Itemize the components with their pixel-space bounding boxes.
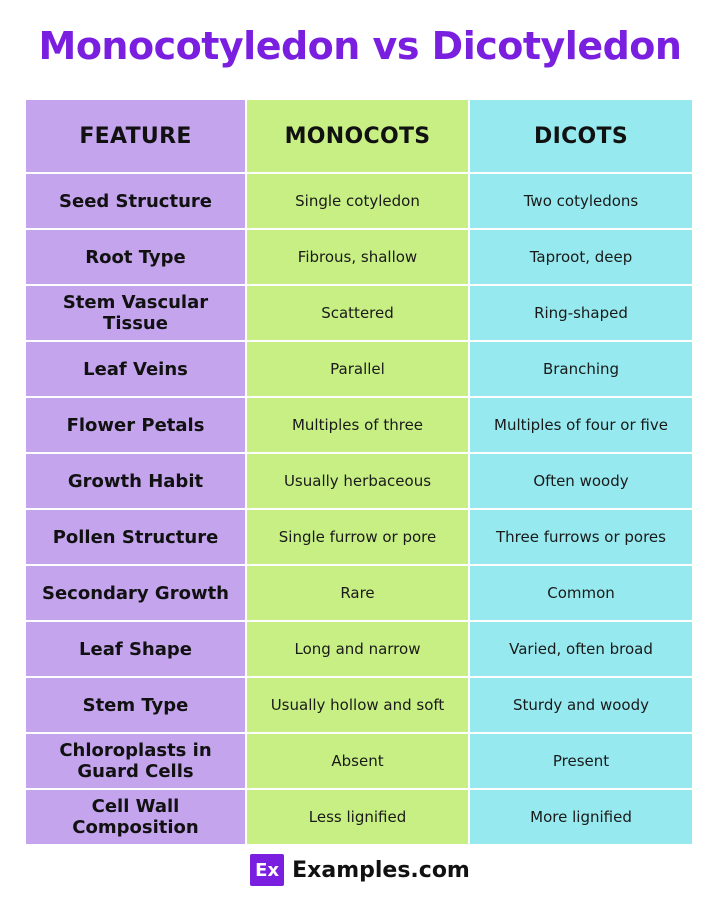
feature-cell: Flower Petals <box>25 397 246 453</box>
feature-cell: Leaf Shape <box>25 621 246 677</box>
table-row <box>25 621 693 677</box>
table-row <box>25 229 693 285</box>
header-dicots: DICOTS <box>469 99 693 173</box>
feature-cell: Growth Habit <box>25 453 246 509</box>
table-row <box>25 565 693 621</box>
comparison-table-container <box>24 98 692 842</box>
dicots-cell: Three furrows or pores <box>469 509 693 565</box>
dicots-cell: Multiples of four or five <box>469 397 693 453</box>
monocots-cell: Multiples of three <box>246 397 469 453</box>
comparison-table <box>24 98 694 846</box>
monocots-cell: Usually herbaceous <box>246 453 469 509</box>
dicots-cell: Sturdy and woody <box>469 677 693 733</box>
page-title: Monocotyledon vs Dicotyledon <box>38 24 682 68</box>
monocots-cell: Parallel <box>246 341 469 397</box>
monocots-cell: Less lignified <box>246 789 469 845</box>
feature-cell: Leaf Veins <box>25 341 246 397</box>
dicots-cell: Branching <box>469 341 693 397</box>
monocots-cell: Rare <box>246 565 469 621</box>
table-header-row <box>25 99 693 173</box>
monocots-cell: Single furrow or pore <box>246 509 469 565</box>
dicots-cell: Present <box>469 733 693 789</box>
dicots-cell: Taproot, deep <box>469 229 693 285</box>
feature-cell: Root Type <box>25 229 246 285</box>
table-body <box>25 173 693 845</box>
table-row <box>25 397 693 453</box>
monocots-cell: Single cotyledon <box>246 173 469 229</box>
table-row <box>25 677 693 733</box>
monocots-cell: Usually hollow and soft <box>246 677 469 733</box>
table-row <box>25 285 693 341</box>
header-monocots: MONOCOTS <box>246 99 469 173</box>
feature-cell: Stem Vascular Tissue <box>25 285 246 341</box>
monocots-cell: Absent <box>246 733 469 789</box>
dicots-cell: Often woody <box>469 453 693 509</box>
monocots-cell: Scattered <box>246 285 469 341</box>
dicots-cell: Two cotyledons <box>469 173 693 229</box>
feature-cell: Pollen Structure <box>25 509 246 565</box>
table-row <box>25 453 693 509</box>
feature-cell: Cell Wall Composition <box>25 789 246 845</box>
table-row <box>25 173 693 229</box>
dicots-cell: Ring-shaped <box>469 285 693 341</box>
table-row <box>25 733 693 789</box>
feature-cell: Seed Structure <box>25 173 246 229</box>
dicots-cell: Varied, often broad <box>469 621 693 677</box>
table-row <box>25 341 693 397</box>
monocots-cell: Fibrous, shallow <box>246 229 469 285</box>
dicots-cell: More lignified <box>469 789 693 845</box>
footer-logo <box>0 853 720 887</box>
feature-cell: Chloroplasts in Guard Cells <box>25 733 246 789</box>
table-row <box>25 789 693 845</box>
logo-text: Examples.com <box>292 857 470 883</box>
header-feature: FEATURE <box>25 99 246 173</box>
table-row <box>25 509 693 565</box>
feature-cell: Stem Type <box>25 677 246 733</box>
monocots-cell: Long and narrow <box>246 621 469 677</box>
dicots-cell: Common <box>469 565 693 621</box>
feature-cell: Secondary Growth <box>25 565 246 621</box>
examples-logo-icon: Ex <box>250 854 284 886</box>
